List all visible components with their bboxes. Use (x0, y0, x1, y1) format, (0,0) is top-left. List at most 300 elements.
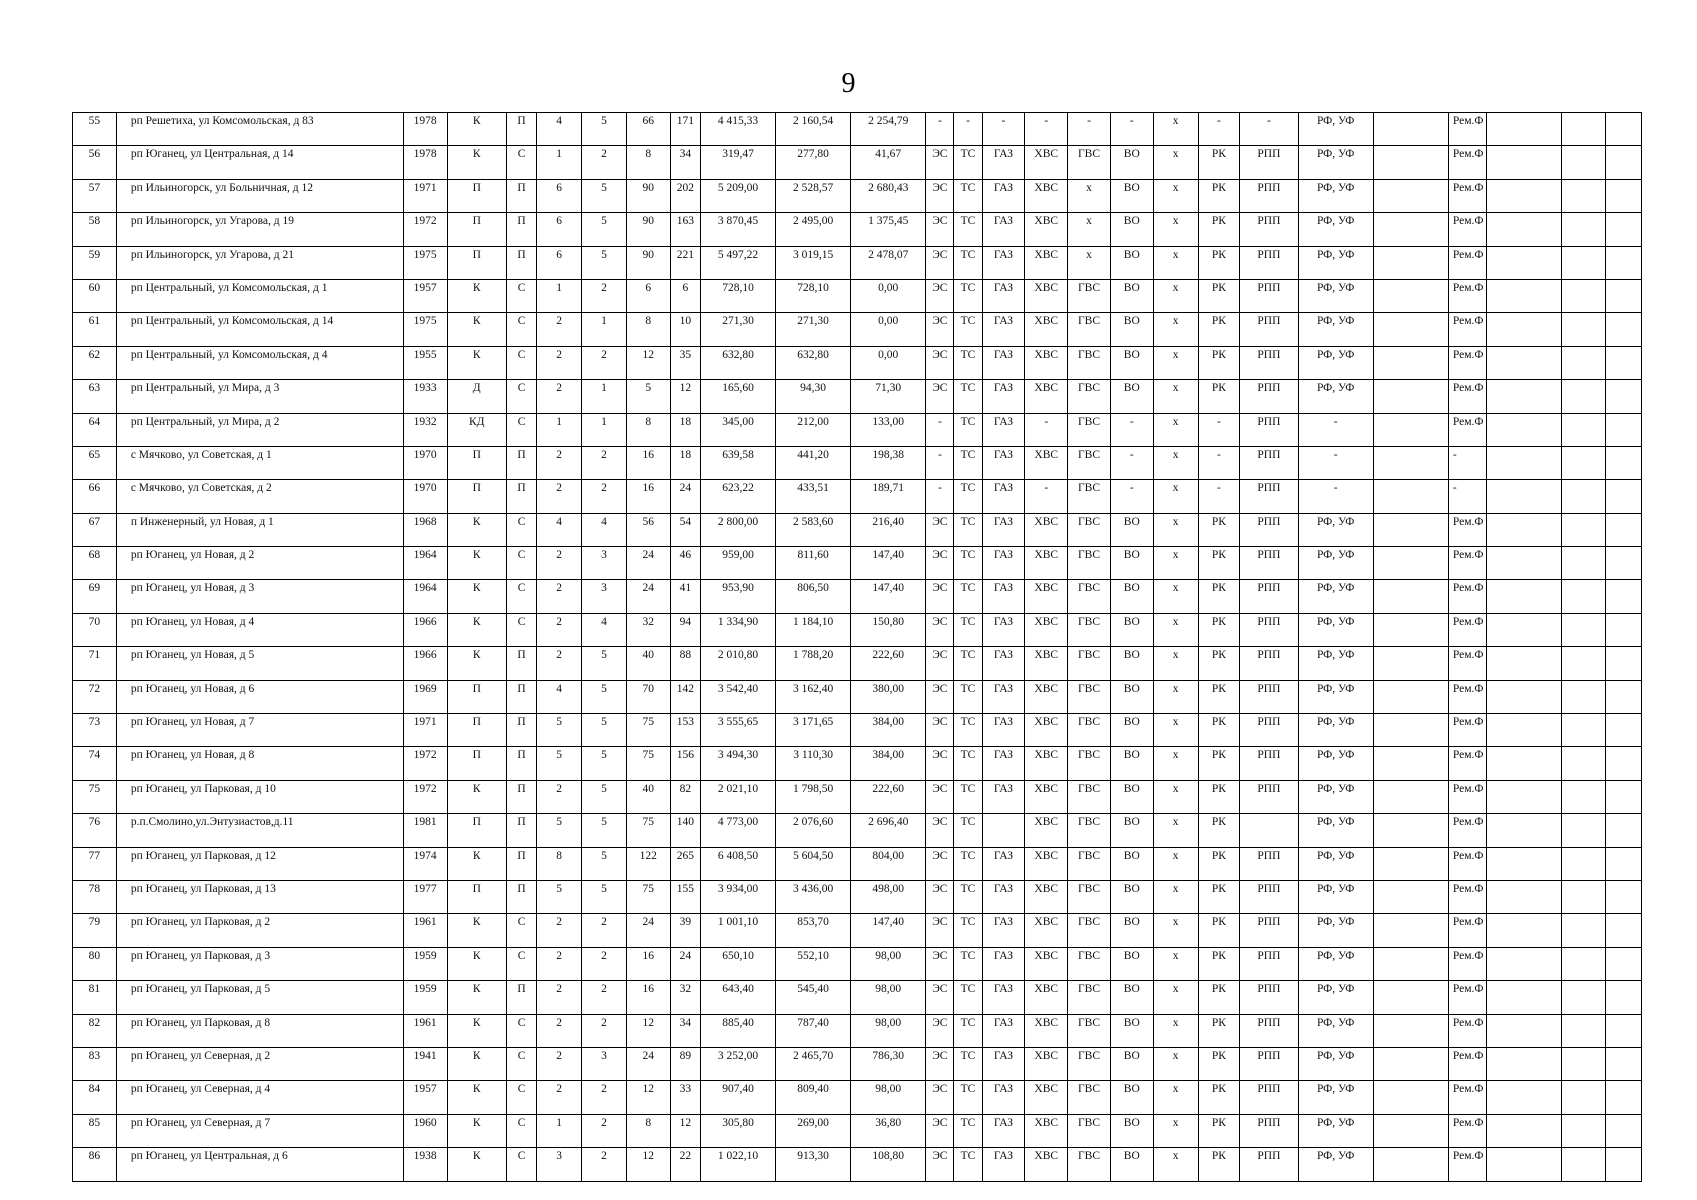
cell-year-built: 1941 (403, 1047, 447, 1080)
cell-empty-col (1561, 513, 1606, 546)
cell-entrances: 5 (582, 113, 627, 146)
cell-utility-gas: ГАЗ (982, 346, 1025, 379)
cell-funding: РФ, УФ (1298, 580, 1373, 613)
cell-repair-fund: Рем.Ф (1448, 714, 1487, 747)
table-row (73, 714, 1642, 747)
cell-year-built: 1932 (403, 413, 447, 446)
cell-residential-area: 2 528,57 (776, 179, 851, 212)
cell-empty-col (1487, 213, 1561, 246)
cell-year-built: 1959 (403, 981, 447, 1014)
cell-address: рп Юганец, ул Новая, д 4 (116, 613, 403, 646)
cell-floors: 8 (537, 847, 582, 880)
cell-wall-material: П (506, 480, 536, 513)
cell-row-number: 85 (73, 1114, 117, 1147)
cell-utility-sewage: ВО (1110, 246, 1153, 279)
cell-non-residential-area: 198,38 (851, 446, 926, 479)
cell-row-number: 67 (73, 513, 117, 546)
cell-wall-material: С (506, 413, 536, 446)
cell-floors: 5 (537, 814, 582, 847)
cell-year-built: 1957 (403, 1081, 447, 1114)
cell-total-area: 345,00 (700, 413, 775, 446)
cell-utility-hot-water: ГВС (1068, 313, 1111, 346)
cell-total-area: 639,58 (700, 446, 775, 479)
cell-wall-material: С (506, 1014, 536, 1047)
cell-address: п Инженерный, ул Новая, д 1 (116, 513, 403, 546)
cell-utility-es: ЭС (926, 981, 954, 1014)
cell-floors: 2 (537, 346, 582, 379)
cell-utility-hot-water: ГВС (1068, 680, 1111, 713)
cell-category: К (447, 981, 506, 1014)
cell-floors: 2 (537, 780, 582, 813)
cell-non-residential-area: 384,00 (851, 747, 926, 780)
cell-year-built: 1978 (403, 146, 447, 179)
cell-address: рп Юганец, ул Парковая, д 2 (116, 914, 403, 947)
cell-utility-gas: ГАЗ (982, 1014, 1025, 1047)
cell-utility-es: ЭС (926, 279, 954, 312)
cell-utility-sewage: ВО (1110, 580, 1153, 613)
cell-category: К (447, 146, 506, 179)
cell-residents: 34 (670, 146, 700, 179)
cell-entrances: 2 (582, 1081, 627, 1114)
cell-row-number: 58 (73, 213, 117, 246)
cell-funding: РФ, УФ (1298, 279, 1373, 312)
cell-utility-ts: ТС (954, 1047, 982, 1080)
cell-non-residential-area: 384,00 (851, 714, 926, 747)
cell-empty-col (1561, 413, 1606, 446)
cell-apartments: 122 (626, 847, 670, 880)
cell-residential-area: 3 436,00 (776, 880, 851, 913)
cell-repair-fund: Рем.Ф (1448, 346, 1487, 379)
cell-utility-rk: РК (1198, 747, 1240, 780)
cell-funding: РФ, УФ (1298, 981, 1373, 1014)
cell-empty-col (1373, 513, 1448, 546)
cell-utility-sewage: ВО (1110, 814, 1153, 847)
cell-non-residential-area: 147,40 (851, 914, 926, 947)
table-row (73, 513, 1642, 546)
cell-utility-es: ЭС (926, 1081, 954, 1114)
cell-address: с Мячково, ул Советская, д 2 (116, 480, 403, 513)
cell-non-residential-area: 804,00 (851, 847, 926, 880)
cell-utility-gas: ГАЗ (982, 914, 1025, 947)
cell-wall-material: С (506, 1114, 536, 1147)
cell-empty-col (1606, 847, 1642, 880)
cell-utility-rpp: РПП (1240, 880, 1298, 913)
cell-residents: 46 (670, 547, 700, 580)
cell-utility-es: ЭС (926, 914, 954, 947)
cell-utility-gas: ГАЗ (982, 1148, 1025, 1181)
table-row (73, 647, 1642, 680)
cell-empty-col (1561, 279, 1606, 312)
cell-residential-area: 545,40 (776, 981, 851, 1014)
cell-floors: 2 (537, 1014, 582, 1047)
cell-funding: РФ, УФ (1298, 814, 1373, 847)
table-row (73, 380, 1642, 413)
cell-residents: 171 (670, 113, 700, 146)
cell-empty-col (1487, 647, 1561, 680)
cell-floors: 6 (537, 179, 582, 212)
cell-empty-col (1487, 246, 1561, 279)
cell-wall-material: С (506, 613, 536, 646)
cell-repair-fund: Рем.Ф (1448, 580, 1487, 613)
cell-address: рп Юганец, ул Новая, д 6 (116, 680, 403, 713)
cell-funding: РФ, УФ (1298, 880, 1373, 913)
cell-empty-col (1373, 1014, 1448, 1047)
cell-utility-ts: ТС (954, 413, 982, 446)
cell-category: П (447, 814, 506, 847)
cell-entrances: 4 (582, 513, 627, 546)
cell-funding: РФ, УФ (1298, 647, 1373, 680)
cell-utility-rpp: РПП (1240, 747, 1298, 780)
cell-floors: 2 (537, 1047, 582, 1080)
cell-wall-material: С (506, 313, 536, 346)
cell-col-x: х (1153, 714, 1198, 747)
cell-utility-gas: ГАЗ (982, 647, 1025, 680)
cell-utility-rpp: РПП (1240, 213, 1298, 246)
cell-address: с Мячково, ул Советская, д 1 (116, 446, 403, 479)
cell-category: К (447, 1148, 506, 1181)
cell-entrances: 5 (582, 246, 627, 279)
cell-residential-area: 552,10 (776, 947, 851, 980)
cell-apartments: 90 (626, 179, 670, 212)
cell-utility-rpp: РПП (1240, 413, 1298, 446)
cell-utility-rk: РК (1198, 146, 1240, 179)
cell-funding: РФ, УФ (1298, 346, 1373, 379)
cell-floors: 4 (537, 513, 582, 546)
cell-utility-rpp: - (1240, 113, 1298, 146)
cell-empty-col (1561, 346, 1606, 379)
cell-utility-cold-water: ХВС (1025, 313, 1068, 346)
cell-utility-sewage: ВО (1110, 947, 1153, 980)
cell-utility-es: ЭС (926, 1148, 954, 1181)
cell-row-number: 69 (73, 580, 117, 613)
table-row (73, 1047, 1642, 1080)
cell-empty-col (1606, 647, 1642, 680)
table-row (73, 613, 1642, 646)
cell-empty-col (1561, 1014, 1606, 1047)
cell-funding: РФ, УФ (1298, 847, 1373, 880)
cell-residents: 6 (670, 279, 700, 312)
cell-non-residential-area: 380,00 (851, 680, 926, 713)
cell-floors: 5 (537, 714, 582, 747)
cell-utility-gas: ГАЗ (982, 847, 1025, 880)
cell-entrances: 2 (582, 279, 627, 312)
cell-utility-ts: ТС (954, 847, 982, 880)
cell-utility-ts: ТС (954, 213, 982, 246)
cell-utility-ts: ТС (954, 914, 982, 947)
cell-col-x: х (1153, 380, 1198, 413)
cell-col-x: х (1153, 279, 1198, 312)
cell-col-x: х (1153, 947, 1198, 980)
cell-address: рп Юганец, ул Парковая, д 13 (116, 880, 403, 913)
cell-wall-material: П (506, 446, 536, 479)
cell-wall-material: П (506, 814, 536, 847)
cell-utility-sewage: ВО (1110, 279, 1153, 312)
cell-row-number: 59 (73, 246, 117, 279)
cell-utility-es: ЭС (926, 1114, 954, 1147)
table-row (73, 547, 1642, 580)
cell-empty-col (1606, 1148, 1642, 1181)
cell-year-built: 1968 (403, 513, 447, 546)
table-row (73, 313, 1642, 346)
cell-empty-col (1373, 714, 1448, 747)
table-row (73, 213, 1642, 246)
cell-floors: 2 (537, 981, 582, 1014)
cell-apartments: 56 (626, 513, 670, 546)
cell-residential-area: 811,60 (776, 547, 851, 580)
cell-year-built: 1933 (403, 380, 447, 413)
cell-utility-sewage: ВО (1110, 847, 1153, 880)
table-row (73, 914, 1642, 947)
table-row (73, 279, 1642, 312)
cell-col-x: х (1153, 814, 1198, 847)
cell-total-area: 885,40 (700, 1014, 775, 1047)
cell-utility-rpp: РПП (1240, 981, 1298, 1014)
cell-utility-gas: ГАЗ (982, 613, 1025, 646)
cell-residential-area: 3 019,15 (776, 246, 851, 279)
cell-row-number: 83 (73, 1047, 117, 1080)
cell-empty-col (1561, 580, 1606, 613)
cell-residential-area: 853,70 (776, 914, 851, 947)
cell-wall-material: П (506, 747, 536, 780)
cell-residents: 41 (670, 580, 700, 613)
cell-residents: 82 (670, 780, 700, 813)
cell-row-number: 71 (73, 647, 117, 680)
cell-col-x: х (1153, 880, 1198, 913)
cell-utility-cold-water: ХВС (1025, 580, 1068, 613)
table-row (73, 847, 1642, 880)
cell-empty-col (1373, 279, 1448, 312)
cell-category: П (447, 246, 506, 279)
cell-residents: 12 (670, 380, 700, 413)
cell-col-x: х (1153, 647, 1198, 680)
cell-residential-area: 94,30 (776, 380, 851, 413)
cell-empty-col (1373, 179, 1448, 212)
cell-address: рп Юганец, ул Парковая, д 12 (116, 847, 403, 880)
cell-category: К (447, 847, 506, 880)
table-row (73, 480, 1642, 513)
cell-utility-rk: РК (1198, 279, 1240, 312)
cell-category: Д (447, 380, 506, 413)
cell-repair-fund: Рем.Ф (1448, 1148, 1487, 1181)
cell-empty-col (1606, 413, 1642, 446)
cell-non-residential-area: 0,00 (851, 279, 926, 312)
table-row (73, 880, 1642, 913)
cell-residents: 18 (670, 446, 700, 479)
cell-utility-ts: ТС (954, 146, 982, 179)
cell-total-area: 165,60 (700, 380, 775, 413)
cell-col-x: х (1153, 580, 1198, 613)
cell-utility-sewage: ВО (1110, 914, 1153, 947)
cell-utility-hot-water: х (1068, 246, 1111, 279)
cell-address: рп Центральный, ул Комсомольская, д 14 (116, 313, 403, 346)
cell-floors: 4 (537, 680, 582, 713)
cell-empty-col (1561, 947, 1606, 980)
cell-wall-material: С (506, 914, 536, 947)
cell-apartments: 90 (626, 246, 670, 279)
cell-utility-ts: ТС (954, 547, 982, 580)
cell-utility-gas: ГАЗ (982, 547, 1025, 580)
cell-category: К (447, 914, 506, 947)
cell-non-residential-area: 2 478,07 (851, 246, 926, 279)
cell-utility-rk: РК (1198, 947, 1240, 980)
cell-utility-rk: РК (1198, 647, 1240, 680)
cell-category: К (447, 279, 506, 312)
cell-address: р.п.Смолино,ул.Энтузиастов,д.11 (116, 814, 403, 847)
cell-utility-cold-water: - (1025, 413, 1068, 446)
cell-utility-gas: ГАЗ (982, 747, 1025, 780)
cell-utility-cold-water: ХВС (1025, 246, 1068, 279)
cell-year-built: 1955 (403, 346, 447, 379)
cell-total-area: 623,22 (700, 480, 775, 513)
cell-utility-gas: ГАЗ (982, 413, 1025, 446)
cell-apartments: 8 (626, 313, 670, 346)
cell-row-number: 60 (73, 279, 117, 312)
cell-utility-sewage: - (1110, 113, 1153, 146)
cell-empty-col (1606, 613, 1642, 646)
cell-empty-col (1487, 446, 1561, 479)
cell-wall-material: С (506, 513, 536, 546)
cell-empty-col (1561, 780, 1606, 813)
cell-floors: 1 (537, 146, 582, 179)
cell-empty-col (1561, 1148, 1606, 1181)
cell-col-x: х (1153, 513, 1198, 546)
cell-utility-hot-water: ГВС (1068, 413, 1111, 446)
cell-row-number: 64 (73, 413, 117, 446)
cell-utility-ts: ТС (954, 1148, 982, 1181)
cell-utility-rk: РК (1198, 547, 1240, 580)
cell-utility-rk: РК (1198, 179, 1240, 212)
cell-apartments: 24 (626, 914, 670, 947)
cell-empty-col (1606, 1014, 1642, 1047)
cell-utility-es: ЭС (926, 647, 954, 680)
cell-empty-col (1373, 313, 1448, 346)
cell-wall-material: С (506, 947, 536, 980)
cell-utility-sewage: ВО (1110, 1114, 1153, 1147)
cell-empty-col (1561, 480, 1606, 513)
cell-year-built: 1978 (403, 113, 447, 146)
cell-utility-cold-water: ХВС (1025, 146, 1068, 179)
cell-year-built: 1957 (403, 279, 447, 312)
cell-utility-sewage: - (1110, 480, 1153, 513)
cell-row-number: 75 (73, 780, 117, 813)
cell-year-built: 1981 (403, 814, 447, 847)
cell-utility-es: ЭС (926, 313, 954, 346)
cell-utility-rk: РК (1198, 246, 1240, 279)
cell-empty-col (1561, 814, 1606, 847)
cell-residents: 94 (670, 613, 700, 646)
cell-utility-sewage: ВО (1110, 780, 1153, 813)
cell-address: рп Центральный, ул Мира, д 3 (116, 380, 403, 413)
cell-empty-col (1561, 146, 1606, 179)
cell-address: рп Ильиногорск, ул Больничная, д 12 (116, 179, 403, 212)
cell-repair-fund: Рем.Ф (1448, 647, 1487, 680)
cell-utility-es: ЭС (926, 1047, 954, 1080)
cell-utility-cold-water: ХВС (1025, 213, 1068, 246)
cell-utility-ts: ТС (954, 780, 982, 813)
cell-utility-cold-water: ХВС (1025, 346, 1068, 379)
cell-utility-es: ЭС (926, 380, 954, 413)
cell-utility-hot-water: х (1068, 213, 1111, 246)
cell-floors: 1 (537, 279, 582, 312)
cell-repair-fund: Рем.Ф (1448, 313, 1487, 346)
cell-utility-rk: РК (1198, 213, 1240, 246)
cell-non-residential-area: 786,30 (851, 1047, 926, 1080)
cell-repair-fund: Рем.Ф (1448, 1114, 1487, 1147)
cell-col-x: х (1153, 680, 1198, 713)
cell-category: К (447, 780, 506, 813)
cell-utility-rk: РК (1198, 513, 1240, 546)
cell-col-x: х (1153, 113, 1198, 146)
cell-category: П (447, 714, 506, 747)
cell-category: П (447, 179, 506, 212)
cell-funding: - (1298, 446, 1373, 479)
cell-row-number: 78 (73, 880, 117, 913)
cell-repair-fund: Рем.Ф (1448, 246, 1487, 279)
cell-utility-rpp: РПП (1240, 446, 1298, 479)
cell-empty-col (1606, 580, 1642, 613)
cell-empty-col (1487, 1114, 1561, 1147)
cell-empty-col (1487, 1047, 1561, 1080)
cell-empty-col (1487, 513, 1561, 546)
cell-empty-col (1606, 179, 1642, 212)
cell-apartments: 16 (626, 480, 670, 513)
cell-utility-cold-water: ХВС (1025, 880, 1068, 913)
cell-entrances: 2 (582, 146, 627, 179)
cell-residents: 33 (670, 1081, 700, 1114)
cell-entrances: 5 (582, 714, 627, 747)
cell-non-residential-area: 216,40 (851, 513, 926, 546)
cell-repair-fund: Рем.Ф (1448, 1047, 1487, 1080)
cell-utility-cold-water: ХВС (1025, 647, 1068, 680)
cell-utility-rpp: РПП (1240, 1148, 1298, 1181)
cell-utility-rpp: РПП (1240, 146, 1298, 179)
cell-empty-col (1373, 213, 1448, 246)
cell-category: П (447, 680, 506, 713)
cell-apartments: 12 (626, 1148, 670, 1181)
cell-apartments: 12 (626, 1081, 670, 1114)
registry-body (73, 113, 1642, 1182)
cell-wall-material: С (506, 380, 536, 413)
cell-utility-es: - (926, 480, 954, 513)
cell-residential-area: 5 604,50 (776, 847, 851, 880)
cell-utility-gas: ГАЗ (982, 580, 1025, 613)
cell-apartments: 70 (626, 680, 670, 713)
cell-row-number: 63 (73, 380, 117, 413)
cell-entrances: 1 (582, 413, 627, 446)
cell-empty-col (1561, 1047, 1606, 1080)
cell-funding: РФ, УФ (1298, 313, 1373, 346)
table-row (73, 580, 1642, 613)
cell-residents: 153 (670, 714, 700, 747)
cell-utility-hot-water: ГВС (1068, 747, 1111, 780)
cell-utility-sewage: ВО (1110, 346, 1153, 379)
cell-empty-col (1606, 914, 1642, 947)
cell-row-number: 61 (73, 313, 117, 346)
cell-year-built: 1971 (403, 179, 447, 212)
cell-utility-hot-water: ГВС (1068, 146, 1111, 179)
cell-utility-hot-water: ГВС (1068, 947, 1111, 980)
cell-residential-area: 728,10 (776, 279, 851, 312)
table-row (73, 446, 1642, 479)
cell-address: рп Юганец, ул Северная, д 4 (116, 1081, 403, 1114)
cell-utility-ts: ТС (954, 446, 982, 479)
cell-utility-sewage: ВО (1110, 146, 1153, 179)
cell-floors: 2 (537, 313, 582, 346)
cell-empty-col (1606, 880, 1642, 913)
cell-utility-hot-water: ГВС (1068, 1148, 1111, 1181)
table-row (73, 814, 1642, 847)
cell-row-number: 77 (73, 847, 117, 880)
